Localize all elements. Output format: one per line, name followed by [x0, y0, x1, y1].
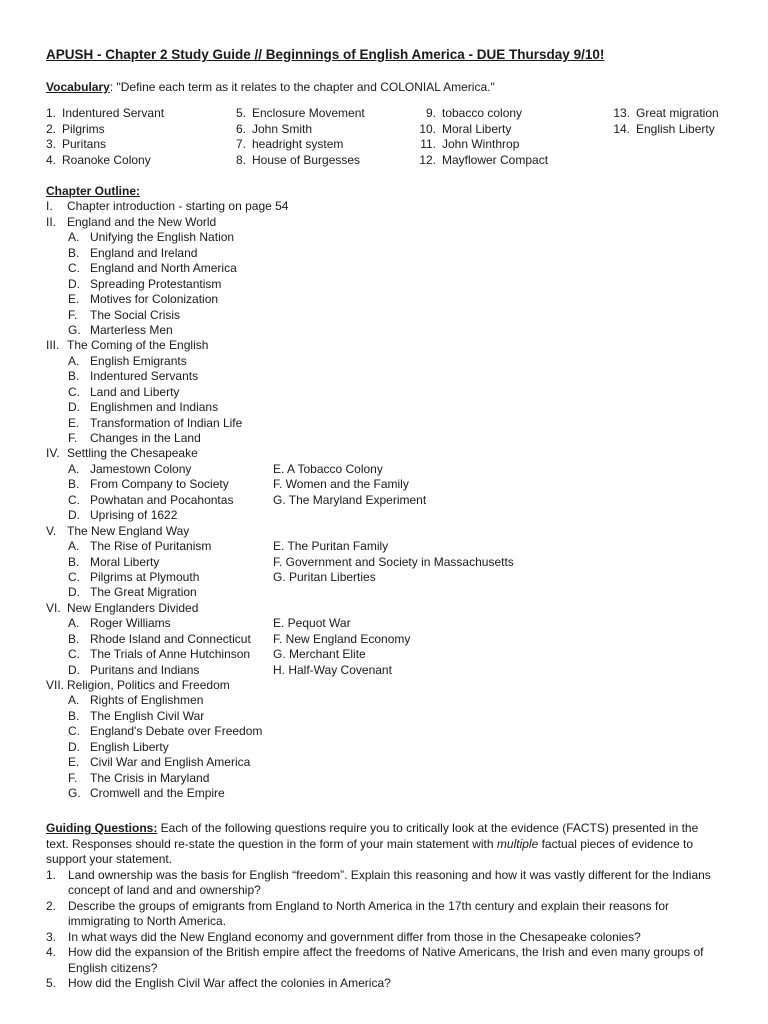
- vocab-item: [412, 122, 548, 138]
- subsection-letter: B.: [68, 554, 80, 569]
- outline-subsection: [46, 492, 427, 508]
- outline-subsection: [46, 569, 376, 585]
- vocab-number: 10.: [419, 121, 436, 136]
- subsection-letter: E.: [68, 415, 80, 430]
- outline-subsection: [46, 755, 251, 770]
- vocabulary-column-1: [32, 106, 164, 168]
- vocab-term: headright system: [252, 137, 344, 151]
- outline-subsection: [46, 770, 210, 786]
- subsection-title: The Social Crisis: [90, 307, 181, 322]
- question-text: Land ownership was the basis for English “freedom”. Explain this reasoning and how it was vastly different for the Indians concept of land and and ownership?: [68, 867, 711, 897]
- subsection-letter: C.: [68, 724, 80, 739]
- question-number: 2.: [46, 898, 57, 913]
- roman-numeral: VII.: [46, 678, 65, 692]
- question-text: Describe the groups of emigrants from England to North America in the 17th century and explain their reasons for immigrating to North America.: [68, 898, 669, 928]
- roman-numeral: IV.: [46, 446, 60, 461]
- vocab-item: [412, 137, 548, 153]
- subsection-letter: B.: [68, 477, 80, 492]
- outline-subsection: [46, 786, 225, 801]
- subsection-title: Indentured Servants: [90, 369, 199, 384]
- subsection-letter: F.: [68, 307, 78, 322]
- question-number: 3.: [46, 929, 57, 944]
- question-text: In what ways did the New England economy and government differ from those in the Chesapeake colonies?: [68, 929, 641, 944]
- intro-text-end: factual pieces of evidence to support your statement.: [46, 836, 694, 866]
- subsection-letter: D.: [68, 739, 80, 754]
- vocab-number: 2.: [45, 121, 56, 136]
- subsection-letter: C.: [68, 492, 80, 507]
- subsection-letter: F.: [68, 770, 78, 785]
- outline-section: [46, 199, 289, 214]
- outline-subsection: [46, 631, 411, 647]
- subsection-letter: A.: [68, 693, 80, 708]
- vocab-term: Mayflower Compact: [442, 152, 549, 167]
- subsection-title: Rights of Englishmen: [90, 693, 204, 708]
- outline-subsection: [46, 261, 237, 276]
- vocab-number: 7.: [235, 137, 246, 151]
- outline-subsection: [46, 431, 201, 446]
- page-title: APUSH - Chapter 2 Study Guide // Beginnings of English America - DUE Thursday 9/10!: [46, 47, 605, 62]
- subsection-title: The Trials of Anne Hutchinson: [90, 647, 251, 662]
- outline-subsection: [46, 230, 235, 245]
- outline-section: [46, 338, 209, 353]
- outline-subsection: [46, 477, 409, 492]
- vocab-term: tobacco colony: [442, 106, 523, 120]
- subsection-title: Land and Liberty: [90, 384, 180, 399]
- intro-text: Each of the following questions require you to critically look at the evidence (FACTS) presented in the text. Responses should re-state the question in the form of your main statement with: [46, 821, 699, 851]
- subsection-title: Marterless Men: [90, 322, 173, 337]
- subsection-letter: G.: [68, 786, 81, 801]
- outline-subsection: [46, 508, 178, 523]
- question-item: [46, 868, 718, 899]
- subsection-letter: D.: [68, 662, 80, 677]
- roman-numeral: II.: [46, 214, 57, 229]
- subsection-title: Englishmen and Indians: [90, 400, 219, 415]
- outline-subsection: [46, 616, 351, 631]
- vocab-term: Great migration: [636, 106, 719, 120]
- vocab-term: House of Burgesses: [252, 152, 361, 167]
- subsection-title: Spreading Protestantism: [90, 276, 222, 291]
- outline-subsection: [46, 292, 219, 307]
- outline-subsection: [46, 322, 173, 338]
- vocab-item: [32, 153, 164, 169]
- vocab-term: Roanoke Colony: [62, 152, 151, 167]
- question-number: 1.: [46, 867, 57, 882]
- vocab-item: [606, 122, 719, 138]
- vocab-item: [222, 137, 365, 153]
- section-title: England and the New World: [67, 214, 217, 229]
- subsection-letter: D.: [68, 400, 80, 415]
- question-item: [46, 930, 718, 946]
- subsection-title: England's Debate over Freedom: [90, 724, 263, 739]
- subsection-right-column: F. Women and the Family: [273, 477, 409, 492]
- question-number: 5.: [46, 976, 57, 990]
- vocabulary-label: Vocabulary: [46, 80, 110, 94]
- outline-subsection: [46, 739, 169, 755]
- vocab-item: [222, 106, 365, 122]
- subsection-title: The English Civil War: [90, 708, 205, 723]
- vocab-number: 8.: [235, 152, 246, 167]
- subsection-title: Moral Liberty: [90, 554, 160, 569]
- subsection-title: The Great Migration: [90, 585, 197, 600]
- outline-subsection: [46, 353, 187, 369]
- roman-numeral: V.: [46, 523, 57, 538]
- outline-subsection: [46, 724, 263, 739]
- subsection-letter: A.: [68, 539, 80, 554]
- question-number: 4.: [46, 945, 57, 959]
- outline-subsection: [46, 307, 181, 323]
- outline-subsection: [46, 415, 243, 431]
- subsection-title: Puritans and Indians: [90, 662, 200, 677]
- question-item: [46, 976, 718, 992]
- outline-subsection: [46, 585, 197, 600]
- subsection-title: English Emigrants: [90, 353, 187, 368]
- vocab-term: John Smith: [252, 121, 313, 136]
- section-title: Religion, Politics and Freedom: [67, 678, 230, 692]
- subsection-title: Powhatan and Pocahontas: [90, 492, 234, 507]
- subsection-right-column: G. Merchant Elite: [273, 647, 366, 662]
- section-title: Settling the Chesapeake: [67, 446, 198, 461]
- outline-subsection: [46, 369, 199, 384]
- subsection-title: Uprising of 1622: [90, 508, 178, 523]
- vocab-term: English Liberty: [636, 121, 715, 136]
- vocab-item: [222, 153, 365, 169]
- subsection-letter: B.: [68, 245, 80, 260]
- roman-numeral: VI.: [46, 600, 61, 615]
- section-title: The Coming of the English: [67, 338, 209, 353]
- vocab-number: 12.: [419, 152, 436, 167]
- subsection-title: England and Ireland: [90, 245, 198, 260]
- subsection-title: Transformation of Indian Life: [90, 415, 243, 430]
- subsection-letter: C.: [68, 384, 80, 399]
- subsection-title: Cromwell and the Empire: [90, 786, 225, 801]
- subsection-title: English Liberty: [90, 739, 169, 754]
- subsection-letter: D.: [68, 508, 80, 523]
- subsection-right-column: F. New England Economy: [273, 631, 411, 646]
- vocab-number: 13.: [613, 106, 630, 120]
- question-text: How did the expansion of the British empire affect the freedoms of Native Americans, the Irish and even many groups of English citizens?: [68, 945, 704, 975]
- vocab-number: 14.: [613, 121, 630, 136]
- outline-subsection: [46, 554, 514, 570]
- vocab-term: Moral Liberty: [442, 121, 512, 136]
- outline-subsection: [46, 461, 383, 477]
- outline-section: [46, 214, 217, 230]
- vocab-item: [412, 106, 548, 122]
- vocab-number: 5.: [235, 106, 246, 120]
- subsection-title: The Crisis in Maryland: [90, 770, 210, 785]
- vocabulary-column-3: [412, 106, 548, 168]
- vocab-item: [32, 137, 164, 153]
- section-title: Chapter introduction - starting on page 54: [67, 199, 289, 214]
- subsection-title: From Company to Society: [90, 477, 229, 492]
- subsection-title: Changes in the Land: [90, 431, 201, 445]
- section-title: The New England Way: [67, 523, 190, 538]
- subsection-right-column: G. Puritan Liberties: [273, 569, 376, 584]
- vocab-item: [32, 106, 164, 122]
- outline-subsection: [46, 693, 204, 708]
- subsection-right-column: E. A Tobacco Colony: [273, 461, 383, 476]
- guiding-questions-intro: [46, 821, 718, 868]
- subsection-right-column: G. The Maryland Experiment: [273, 492, 427, 507]
- vocab-term: Indentured Servant: [62, 106, 165, 120]
- subsection-letter: D.: [68, 585, 80, 600]
- outline-subsection: [46, 647, 366, 662]
- vocab-item: [32, 122, 164, 138]
- subsection-letter: E.: [68, 292, 80, 307]
- subsection-letter: C.: [68, 569, 80, 584]
- question-text: How did the English Civil War affect the colonies in America?: [68, 976, 391, 990]
- outline-subsection: [46, 384, 180, 400]
- subsection-title: Roger Williams: [90, 616, 171, 631]
- outline-section: [46, 600, 199, 616]
- outline-section: [46, 678, 230, 693]
- subsection-title: Rhode Island and Connecticut: [90, 631, 251, 646]
- vocab-number: 11.: [420, 137, 436, 151]
- section-title: New Englanders Divided: [67, 600, 199, 615]
- outline-subsection: [46, 400, 219, 415]
- subsection-right-column: E. Pequot War: [273, 616, 351, 631]
- chapter-outline-heading: Chapter Outline:: [46, 184, 141, 198]
- outline-subsection: [46, 662, 392, 678]
- intro-emphasis: multiple: [496, 836, 539, 851]
- subsection-letter: B.: [68, 631, 80, 646]
- outline-subsection: [46, 708, 205, 724]
- subsection-letter: A.: [68, 616, 80, 631]
- subsection-letter: D.: [68, 276, 80, 291]
- outline-subsection: [46, 539, 389, 554]
- outline-section: [46, 523, 190, 539]
- vocabulary-header: [46, 80, 495, 96]
- subsection-letter: E.: [68, 755, 80, 770]
- subsection-letter: G.: [68, 322, 81, 337]
- subsection-right-column: F. Government and Society in Massachusetts: [273, 554, 514, 569]
- roman-numeral: I.: [46, 199, 53, 214]
- subsection-letter: C.: [68, 261, 80, 276]
- vocabulary-instruction: : "Define each term as it relates to the chapter and COLONIAL America.": [109, 80, 495, 94]
- question-item: [46, 899, 718, 930]
- vocab-term: John Winthrop: [442, 137, 520, 151]
- subsection-letter: A.: [68, 461, 80, 476]
- vocabulary-column-4: [606, 106, 719, 137]
- vocab-number: 1.: [45, 106, 56, 120]
- subsection-letter: F.: [68, 431, 78, 445]
- subsection-letter: B.: [68, 708, 80, 723]
- chapter-outline: [46, 184, 514, 802]
- subsection-title: Jamestown Colony: [90, 461, 192, 476]
- question-item: [46, 945, 718, 976]
- outline-section: [46, 446, 198, 461]
- subsection-title: England and North America: [90, 261, 237, 276]
- vocabulary-column-2: [222, 106, 365, 168]
- subsection-letter: B.: [68, 369, 80, 384]
- vocab-term: Puritans: [62, 137, 107, 151]
- vocab-number: 9.: [425, 106, 436, 120]
- subsection-letter: A.: [68, 353, 80, 368]
- subsection-right-column: E. The Puritan Family: [273, 539, 389, 554]
- guiding-questions-label: Guiding Questions:: [46, 821, 158, 835]
- subsection-title: The Rise of Puritanism: [90, 539, 212, 554]
- subsection-right-column: H. Half-Way Covenant: [273, 662, 392, 677]
- subsection-letter: C.: [68, 647, 80, 662]
- subsection-letter: A.: [68, 230, 80, 245]
- subsection-title: Motives for Colonization: [90, 292, 219, 307]
- vocab-term: Pilgrims: [62, 121, 105, 136]
- subsection-title: Civil War and English America: [90, 755, 251, 770]
- vocab-term: Enclosure Movement: [252, 106, 365, 120]
- vocab-number: 3.: [45, 137, 56, 151]
- vocab-number: 4.: [45, 152, 56, 167]
- guiding-questions: [46, 821, 718, 992]
- vocab-number: 6.: [235, 121, 246, 136]
- roman-numeral: III.: [46, 338, 60, 353]
- subsection-title: Pilgrims at Plymouth: [90, 569, 200, 584]
- outline-subsection: [46, 245, 198, 261]
- vocab-item: [412, 153, 548, 169]
- outline-subsection: [46, 276, 222, 292]
- vocab-item: [222, 122, 365, 138]
- subsection-title: Unifying the English Nation: [90, 230, 235, 245]
- vocab-item: [606, 106, 719, 122]
